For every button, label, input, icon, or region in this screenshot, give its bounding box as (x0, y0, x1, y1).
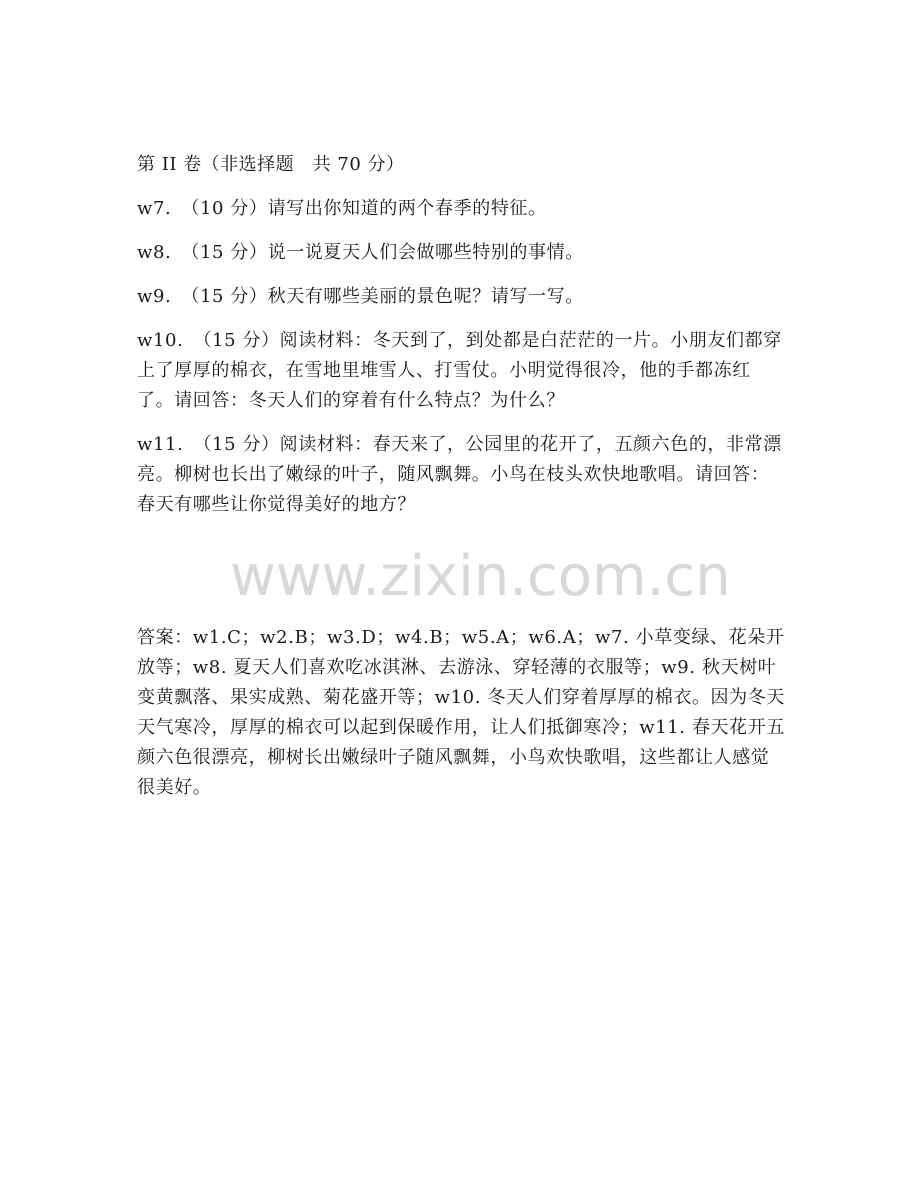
question-text: （15 分）阅读材料：春天来了，公园里的花开了，五颜六色的，非常漂亮。柳树也长出了嫩绿的叶子，随风飘舞。小鸟在枝头欢快地歌唱。请回答：春天有哪些让你觉得美好的地方？ (137, 434, 782, 515)
watermark: www.zixin.com.cn (230, 544, 731, 609)
question-text: （10 分）请写出你知道的两个春季的特征。 (181, 198, 547, 219)
question-number: w7. (137, 198, 172, 219)
question-w7 (137, 194, 787, 224)
section-title: 第 II 卷（非选择题 共 70 分） (137, 154, 405, 175)
question-text: （15 分）秋天有哪些美丽的景色呢？请写一写。 (181, 286, 584, 307)
question-w11 (137, 430, 787, 520)
question-w10 (137, 326, 787, 416)
question-number: w11. (137, 434, 184, 455)
question-number: w10. (137, 330, 184, 351)
question-number: w9. (137, 286, 172, 307)
question-w9 (137, 282, 787, 312)
question-number: w8. (137, 242, 172, 263)
question-w8 (137, 238, 787, 268)
question-text: （15 分）说一说夏天人们会做哪些特别的事情。 (181, 242, 584, 263)
answer-key: 答案：w1.C；w2.B；w3.D；w4.B；w5.A；w6.A；w7. 小草变绿、花朵开放等；w8. 夏天人们喜欢吃冰淇淋、去游泳、穿轻薄的衣服等；w9. 秋天树叶变黄飘落、果实成熟、菊花盛开等；w10. 冬天人们穿着厚厚的棉衣。因为冬天天气寒冷，厚厚的棉衣可以起到保暖作用，让人们抵御寒冷；w11. 春天花开五颜六色很漂亮，柳树长出嫩绿叶子随风飘舞，小鸟欢快歌唱，这些都让人感觉很美好。 (137, 627, 785, 798)
exam-content (137, 150, 787, 534)
question-text: （15 分）阅读材料：冬天到了，到处都是白茫茫的一片。小朋友们都穿上了厚厚的棉衣，在雪地里堆雪人、打雪仗。小明觉得很冷，他的手都冻红了。请回答：冬天人们的穿着有什么特点？为什么？ (137, 330, 782, 411)
